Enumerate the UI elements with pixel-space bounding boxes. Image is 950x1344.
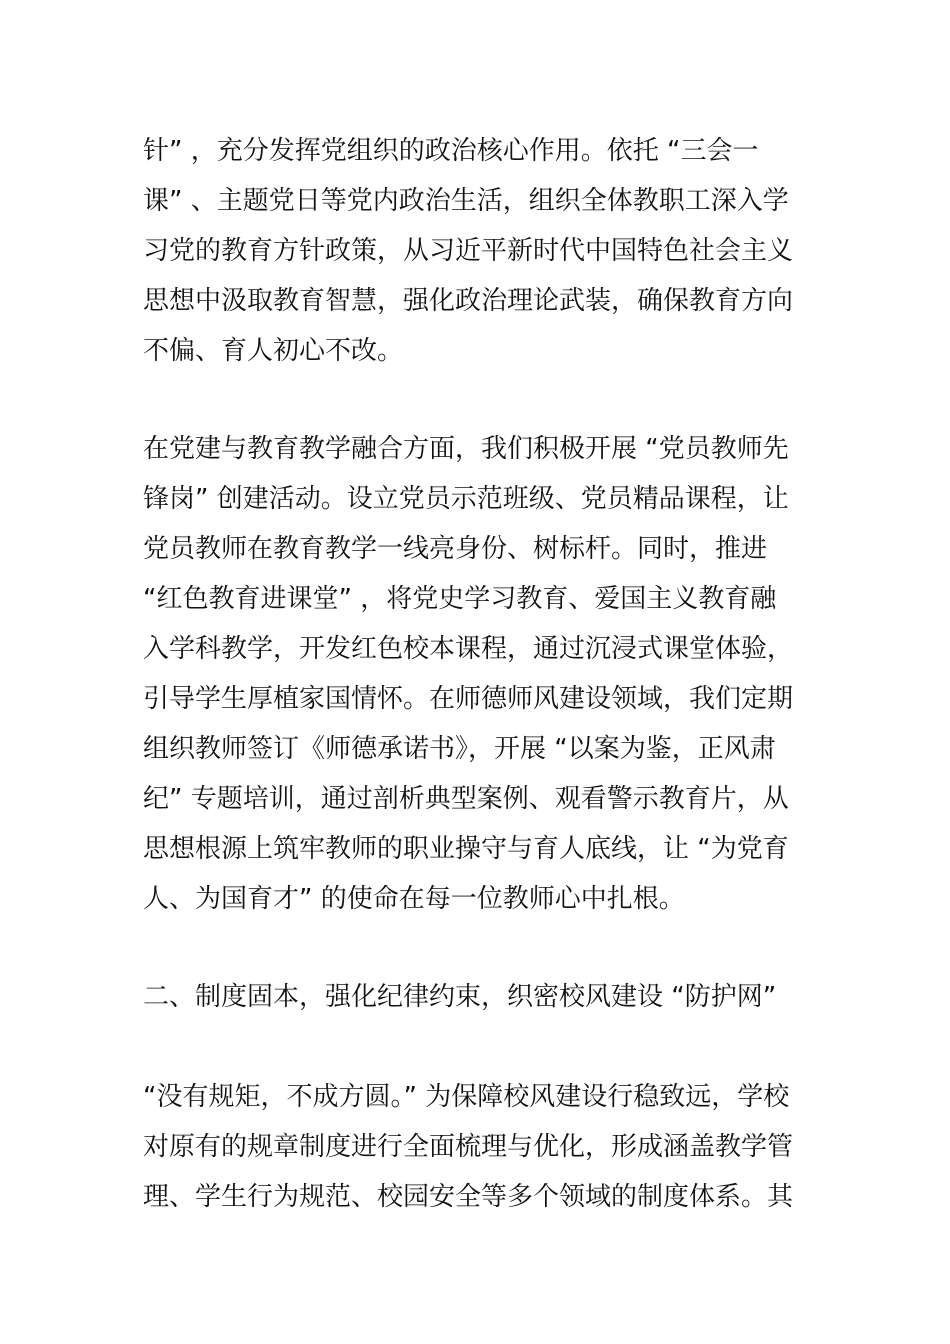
text-line: “红色教育进课堂” ，将党史学习教育、爱国主义教育融 <box>143 584 777 614</box>
text-line: 针” ，充分发挥党组织的政治核心作用。依托 “三会一 <box>143 136 759 166</box>
text-line: 党员教师在教育教学一线亮身份、树标杆。同时，推进 <box>143 534 768 564</box>
text-line: 不偏、育人初心不改。 <box>143 336 404 366</box>
text-line: 引导学生厚植家国情怀。在师德师风建设领域，我们定期 <box>143 684 794 714</box>
text-line: 习党的教育方针政策，从习近平新时代中国特色社会主义 <box>143 236 794 266</box>
text-line: 在党建与教育教学融合方面，我们积极开展 “党员教师先 <box>143 434 789 464</box>
section-heading: 二、制度固本，强化纪律约束，织密校风建设 “防护网” <box>143 982 777 1012</box>
text-line: 思想中汲取教育智慧，强化政治理论武装，确保教育方向 <box>143 286 794 316</box>
text-line: 人、为国育才” 的使命在每一位教师心中扎根。 <box>143 884 685 914</box>
text-line: 组织教师签订《师德承诺书》，开展 “以案为鉴，正风肃 <box>143 734 776 764</box>
text-line: “没有规矩，不成方圆。” 为保障校风建设行稳致远，学校 <box>143 1082 790 1112</box>
text-line: 入学科教学，开发红色校本课程，通过沉浸式课堂体验， <box>143 634 794 664</box>
text-line: 纪” 专题培训，通过剖析典型案例、观看警示教育片，从 <box>143 784 789 814</box>
text-line: 对原有的规章制度进行全面梳理与优化，形成涵盖教学管 <box>143 1132 794 1162</box>
text-line: 思想根源上筑牢教师的职业操守与育人底线，让 “为党育 <box>143 834 789 864</box>
text-line: 课” 、主题党日等党内政治生活，组织全体教职工深入学 <box>143 186 789 216</box>
text-line: 理、学生行为规范、校园安全等多个领域的制度体系。其 <box>143 1182 794 1212</box>
text-line: 锋岗” 创建活动。设立党员示范班级、党员精品课程，让 <box>143 484 789 514</box>
